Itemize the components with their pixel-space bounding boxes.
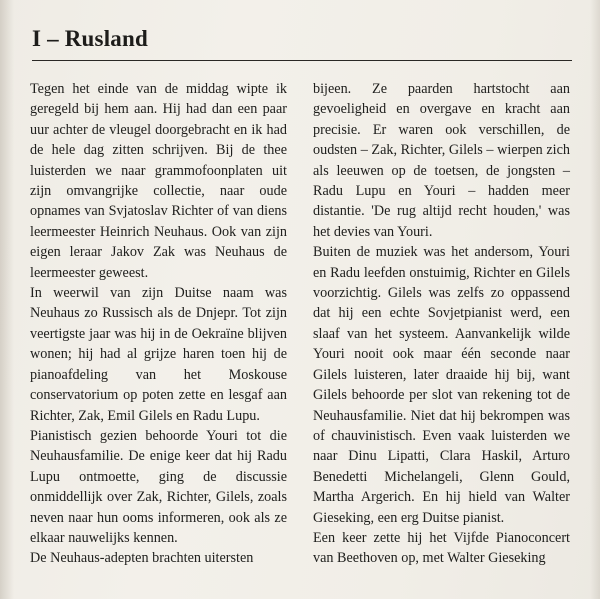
paragraph: In weerwil van zijn Duitse naam was Neuhaus zo Russisch als de Dnjepr. Tot zijn veertigste jaar was hij in de Oekraïne blijven wonen; hij had al grijze haren toen hij de pianoafdeling van het Moskouse conservatorium op poten zette en lesgaf aan Richter, Zak, Emil Gilels en Radu Lupu. — [30, 285, 287, 424]
column-left — [30, 79, 287, 569]
paragraph: Pianistisch gezien behoorde Youri tot die Neuhausfamilie. De enige keer dat hij Radu Lupu ontmoette, ging de discussie onmiddellijk over Zak, Richter, Gilels, zoals neven naar hun ooms informeren, ook als ze elkaar nauwelijks kennen. — [30, 427, 287, 546]
page-title: I – Rusland — [32, 26, 148, 51]
paragraph: Buiten de muziek was het andersom, Youri en Radu leefden onstuimig, Richter en Gilels voorzichtig. Gilels was zelfs zo oppassend dat hij een echte Sovjetpianist werd, een slaaf van het systeem. Aanvankelijk wilde Youri nooit ook maar één seconde naar Gilels luisteren, later draaide hij bij, want Gilels behoorde per slot van rekening tot de Neuhausfamilie. Niet dat hij bekrompen was of chauvinistisch. Even vaak luisterden we naar Dinu Lipatti, Clara Haskil, Arturo Benedetti Michelangeli, Glenn Gould, Martha Argerich. En hij hield van Walter Gieseking, een erg Duitse pianist. — [313, 244, 570, 526]
paragraph: Een keer zette hij het Vijfde Pianoconcert van Beethoven op, met Walter Gieseking — [313, 529, 570, 567]
text-columns — [30, 79, 570, 569]
column-right — [313, 79, 570, 569]
title-divider — [32, 60, 572, 61]
paragraph: Tegen het einde van de middag wipte ik geregeld bij hem aan. Hij had dan een paar uur achter de vleugel doorgebracht en ik had de hele dag zitten schrijven. Bij de thee luisterden we naar grammofoonplaten uit zijn omvangrijke collectie, naar oude opnames van Svjatoslav Richter of van diens leermeester Heinrich Neuhaus. Ook van zijn eigen leraar Jakov Zak was Neuhaus de leermeester geweest. — [30, 81, 287, 281]
paragraph: bijeen. Ze paarden hartstocht aan gevoeligheid en overgave en kracht aan precisie. Er waren ook verschillen, de oudsten – Zak, Richter, Gilels – wierpen zich als leeuwen op de toetsen, de jongsten – Radu Lupu en Youri – hadden meer distantie. 'De rug altijd recht houden,' was het devies van Youri. — [313, 81, 570, 240]
paragraph: De Neuhaus-adepten brachten uitersten — [30, 550, 254, 567]
